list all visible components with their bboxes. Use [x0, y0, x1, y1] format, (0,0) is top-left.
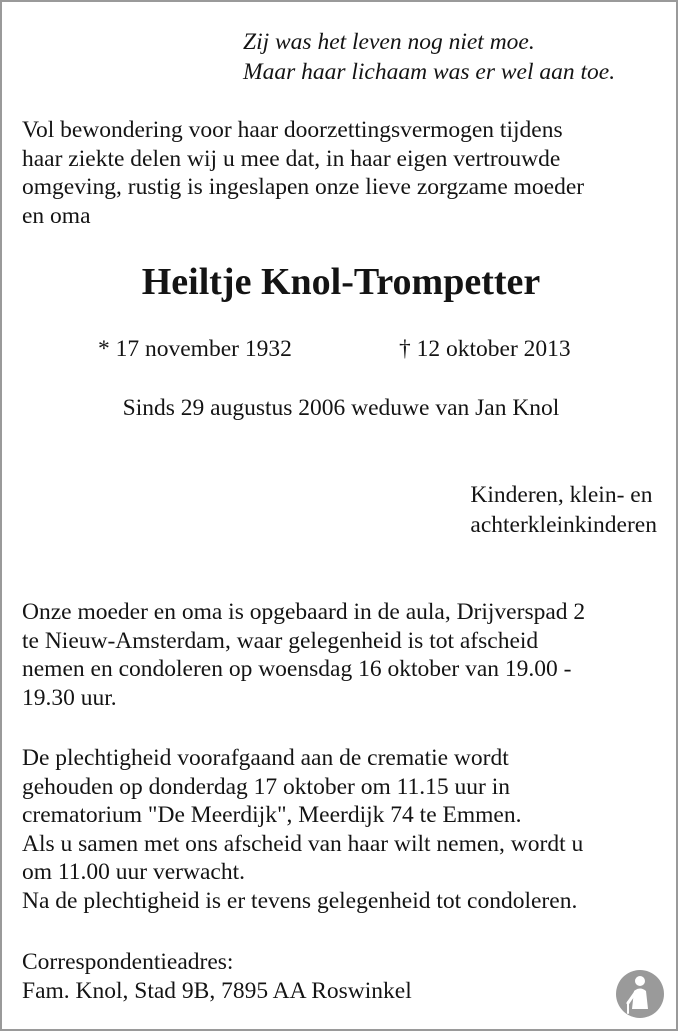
intro-line: haar ziekte delen wij u mee dat, in haar eigen vertrouwde: [22, 145, 561, 172]
deceased-name: Heiltje Knol-Trompetter: [141, 261, 541, 303]
signers-line: Kinderen, klein- en: [470, 482, 653, 508]
signers-block: [470, 480, 657, 540]
correspondence-label: Correspondentieadres:: [22, 949, 234, 975]
birth-date: * 17 november 1932: [98, 336, 292, 362]
widow-note: Sinds 29 augustus 2006 weduwe van Jan Knol: [122, 395, 560, 421]
correspondence-block: [22, 948, 412, 1005]
ceremony-line: Na de plechtigheid is er tevens gelegenheid tot condoleren.: [22, 887, 578, 914]
intro-line: Vol bewondering voor haar doorzettingsvermogen tijdens: [22, 117, 563, 143]
motto-line-1: Zij was het leven nog niet moe.: [243, 29, 535, 55]
ceremony-line: gehouden op donderdag 17 oktober om 11.15 uur in: [22, 773, 510, 800]
memorial-figure-icon: [615, 969, 665, 1019]
viewing-line: Onze moeder en oma is opgebaard in de aula, Drijverspad 2: [22, 599, 586, 625]
ceremony-line: De plechtigheid voorafgaand aan de crematie wordt: [22, 745, 509, 771]
ceremony-line: Als u samen met ons afscheid van haar wilt nemen, wordt u: [22, 830, 584, 857]
viewing-line: 19.30 uur.: [22, 684, 117, 711]
ceremony-paragraph: [22, 744, 583, 916]
ceremony-line: om 11.00 uur verwacht.: [22, 859, 245, 886]
signers-line: achterkleinkinderen: [470, 512, 657, 538]
intro-line: omgeving, rustig is ingeslapen onze lieve zorgzame moeder: [22, 174, 585, 201]
viewing-paragraph: [22, 598, 585, 712]
intro-paragraph: [22, 116, 584, 230]
intro-line: en oma: [22, 202, 91, 229]
motto-line-2: Maar haar lichaam was er wel aan toe.: [243, 59, 616, 85]
death-date: † 12 oktober 2013: [399, 336, 571, 362]
viewing-line: te Nieuw-Amsterdam, waar gelegenheid is tot afscheid: [22, 627, 539, 654]
correspondence-address: Fam. Knol, Stad 9B, 7895 AA Roswinkel: [22, 977, 412, 1004]
viewing-line: nemen en condoleren op woensdag 16 oktober van 19.00 -: [22, 656, 572, 683]
ceremony-line: crematorium "De Meerdijk", Meerdijk 74 te Emmen.: [22, 802, 522, 829]
